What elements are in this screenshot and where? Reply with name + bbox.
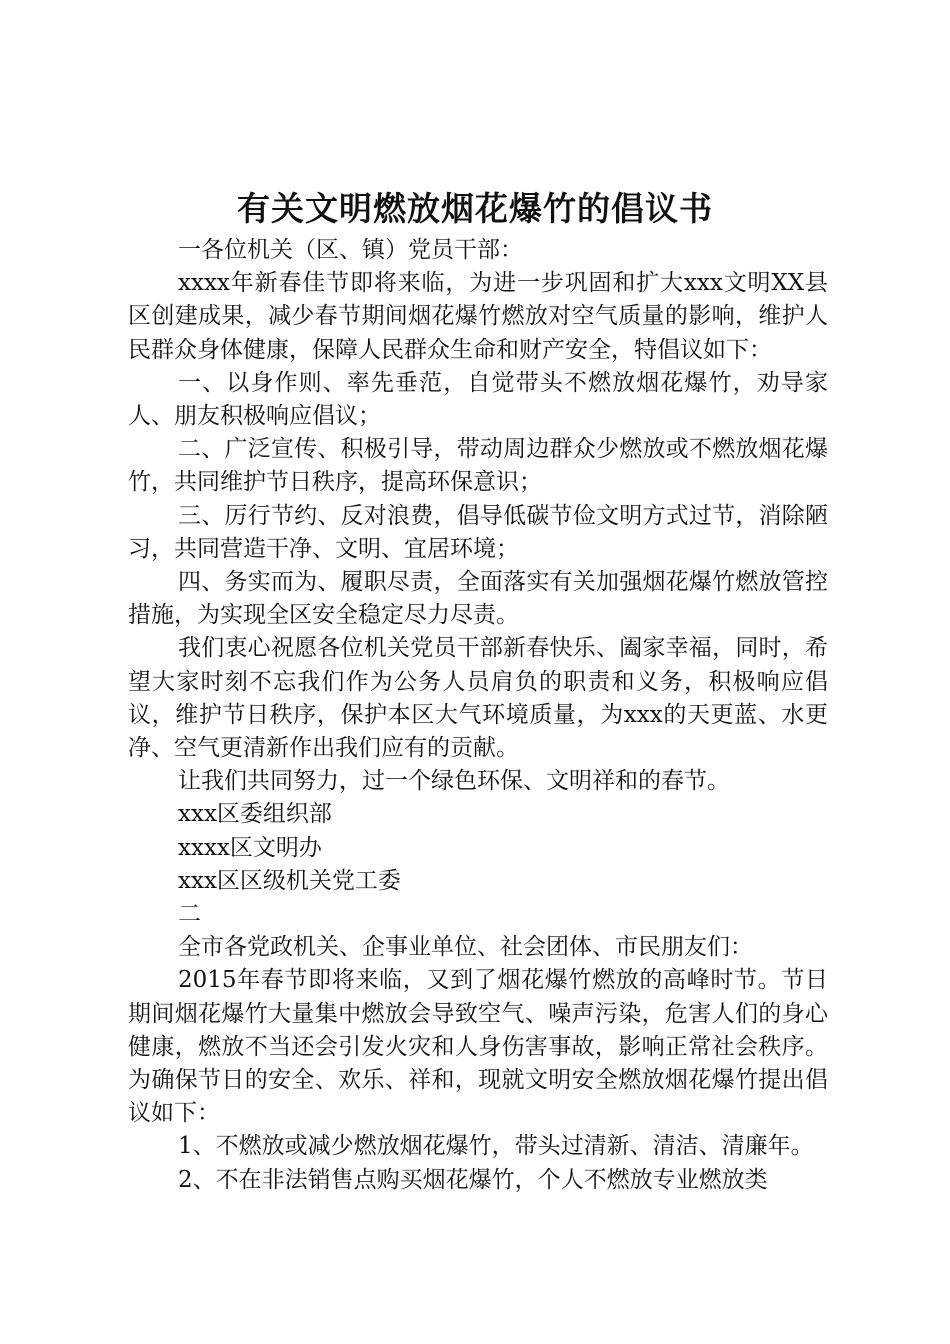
salutation: 一各位机关（区、镇）党员干部：: [178, 237, 523, 263]
signature-line-2: xxxx区文明办: [178, 834, 322, 861]
paragraph-intro: xxxx年新春佳节即将来临，为进一步巩固和扩大xxx文明XX县区创建成果，减少春节期间烟花爆竹燃放对空气质量的影响，维护人民群众身体健康，保障人民群众生命和财产安全，特倡议如下：: [128, 270, 828, 363]
proposal-item-2: 二、广泛宣传、积极引导，带动周边群众少燃放或不燃放烟花爆竹，共同维护节日秩序，提高环保意识；: [128, 436, 828, 496]
proposal-item-2-2: 2、不在非法销售点购买烟花爆竹，个人不燃放专业燃放类: [178, 1166, 768, 1193]
paragraph-wishes: 我们衷心祝愿各位机关党员干部新春快乐、阖家幸福，同时，希望大家时刻不忘我们作为公务人员肩负的职责和义务，积极响应倡议，维护节日秩序，保护本区大气环境质量，为xxx的天更蓝、水更净、空气更清新作出我们应有的贡献。: [128, 635, 828, 762]
signature-line-3: xxx区区级机关党工委: [178, 867, 401, 894]
document-title: 有关文明燃放烟花爆竹的倡议书: [237, 189, 713, 228]
paragraph-intro-2: 2015年春节即将来临，又到了烟花爆竹燃放的高峰时节。节日期间烟花爆竹大量集中燃放会导致空气、噪声污染，危害人们的身心健康，燃放不当还会引发火灾和人身伤害事故，影响正常社会秩序。为确保节日的安全、欢乐、祥和，现就文明安全燃放烟花爆竹提出倡议如下：: [128, 967, 828, 1127]
section-marker: 二: [178, 901, 201, 928]
document-body: [128, 234, 828, 1197]
proposal-item-2-1: 1、不燃放或减少燃放烟花爆竹，带头过清新、清洁、清廉年。: [178, 1133, 814, 1160]
paragraph-closing: 让我们共同努力，过一个绿色环保、文明祥和的春节。: [178, 768, 730, 795]
proposal-item-4: 四、务实而为、履职尽责，全面落实有关加强烟花爆竹燃放管控措施，为实现全区安全稳定尽力尽责。: [128, 569, 828, 629]
signature-line-1: xxx区委组织部: [178, 801, 332, 828]
proposal-item-3: 三、厉行节约、反对浪费，倡导低碳节俭文明方式过节，消除陋习，共同营造干净、文明、宜居环境；: [128, 502, 828, 562]
salutation-2: 全市各党政机关、企事业单位、社会团体、市民朋友们：: [178, 934, 753, 961]
proposal-item-1: 一、以身作则、率先垂范，自觉带头不燃放烟花爆竹，劝导家人、朋友积极响应倡议；: [128, 369, 828, 430]
